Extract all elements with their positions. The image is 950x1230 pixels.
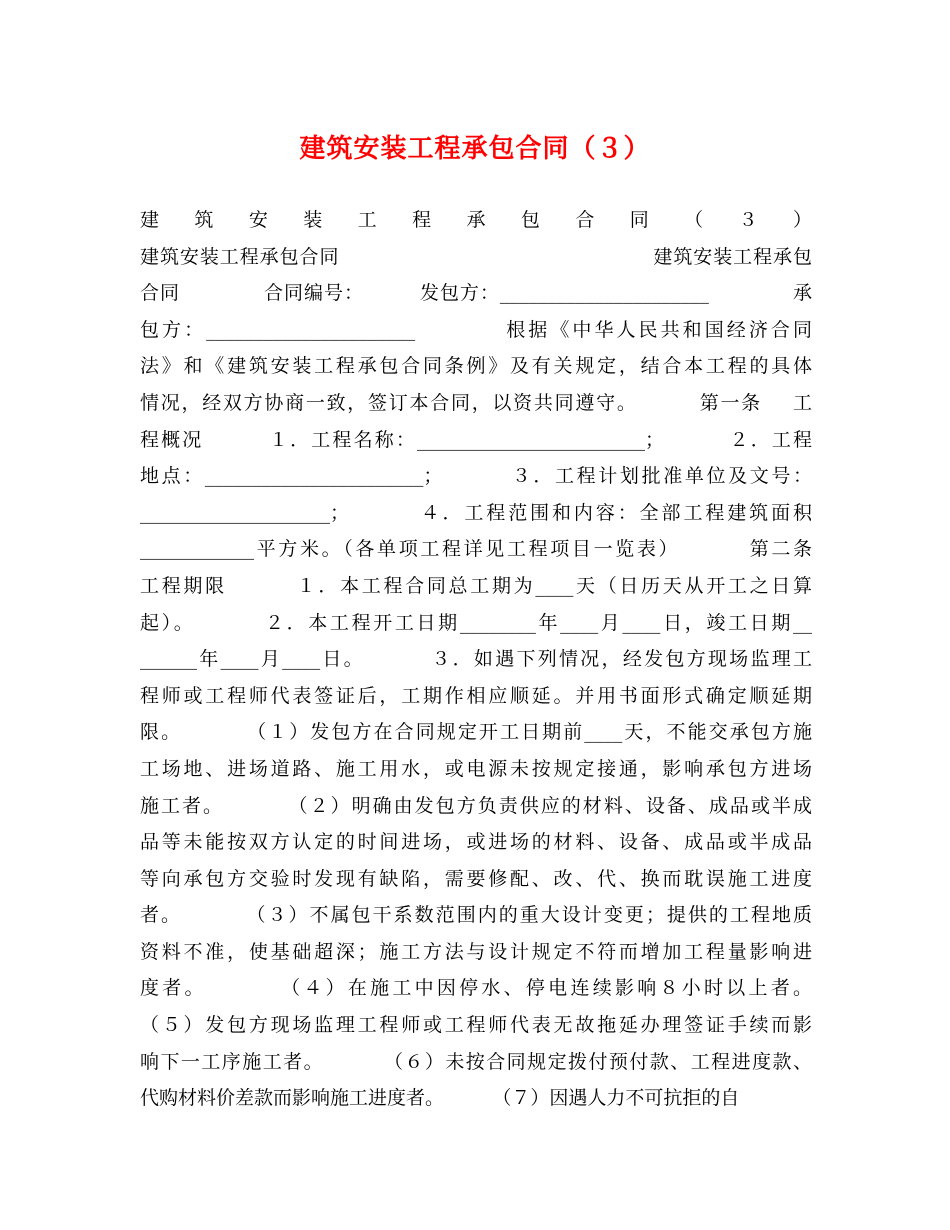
body-line-21: 资料不准，使基础超深；施工方法与设计规定不符而增加工程量影响进 — [140, 940, 812, 963]
body-line-10: ____________平方米。（各单项工程详见工程项目一览表） 第二条 — [140, 538, 812, 561]
document-title: 建筑安装工程承包合同（３） — [299, 134, 651, 164]
body-line-25: 代购材料价差款而影响施工进度者。 （７）因遇人力不可抗拒的自 — [140, 1087, 740, 1110]
body-line-6: 情况，经双方协商一致，签订本合同，以资共同遵守。 第一条 工 — [140, 391, 812, 414]
body-line-9: ____________________； ４．工程范围和内容：全部工程建筑面积 — [140, 501, 812, 524]
body-line-1: 建筑安装工程承包合同（３） — [140, 209, 812, 231]
body-line-12: 起）。 ２．本工程开工日期________年____月____日，竣工日期__ — [140, 611, 812, 634]
body-line-22: 度者。 （４）在施工中因停水、停电连续影响８小时以上者。 — [140, 977, 812, 1000]
body-line-8: 地点：_______________________； ３．工程计划批准单位及文号： — [140, 465, 812, 488]
body-line-3: 合同 合同编号： 发包方：______________________ 承 — [140, 282, 812, 305]
body-line-19: 等向承包方交验时发现有缺陷，需要修配、改、代、换而耽误施工进度 — [140, 867, 812, 890]
document-body — [140, 202, 812, 1117]
body-line-24: 响下一工序施工者。 （６）未按合同规定拨付预付款、工程进度款、 — [140, 1050, 812, 1073]
body-line-23: （５）发包方现场监理工程师或工程师代表无故拖延办理签证手续而影 — [140, 1014, 812, 1037]
body-line-4: 包方：______________________ 根据《中华人民共和国经济合同 — [140, 318, 812, 341]
body-line-5: 法》和《建筑安装工程承包合同条例》及有关规定，结合本工程的具体 — [140, 355, 812, 378]
body-line-15: 限。 （１）发包方在合同规定开工日期前____天，不能交承包方施 — [140, 721, 812, 744]
body-line-7: 程概况 １．工程名称：________________________； ２．工程 — [140, 428, 812, 451]
body-line-14: 程师或工程师代表签证后，工期作相应顺延。并用书面形式确定顺延期 — [140, 684, 812, 707]
body-line-2: 建筑安装工程承包合同 建筑安装工程承包 — [140, 245, 812, 268]
body-line-13: ______年____月____日。 ３．如遇下列情况，经发包方现场监理工 — [140, 648, 812, 671]
body-line-18: 品等未能按双方认定的时间进场，或进场的材料、设备、成品或半成品 — [140, 831, 812, 854]
body-line-20: 者。 （３）不属包干系数范围内的重大设计变更；提供的工程地质 — [140, 904, 812, 927]
body-line-17: 施工者。 （２）明确由发包方负责供应的材料、设备、成品或半成 — [140, 794, 812, 817]
body-line-11: 工程期限 １．本工程合同总工期为____天（日历天从开工之日算 — [140, 574, 812, 597]
body-line-16: 工场地、进场道路、施工用水，或电源未按规定接通，影响承包方进场 — [140, 757, 812, 780]
